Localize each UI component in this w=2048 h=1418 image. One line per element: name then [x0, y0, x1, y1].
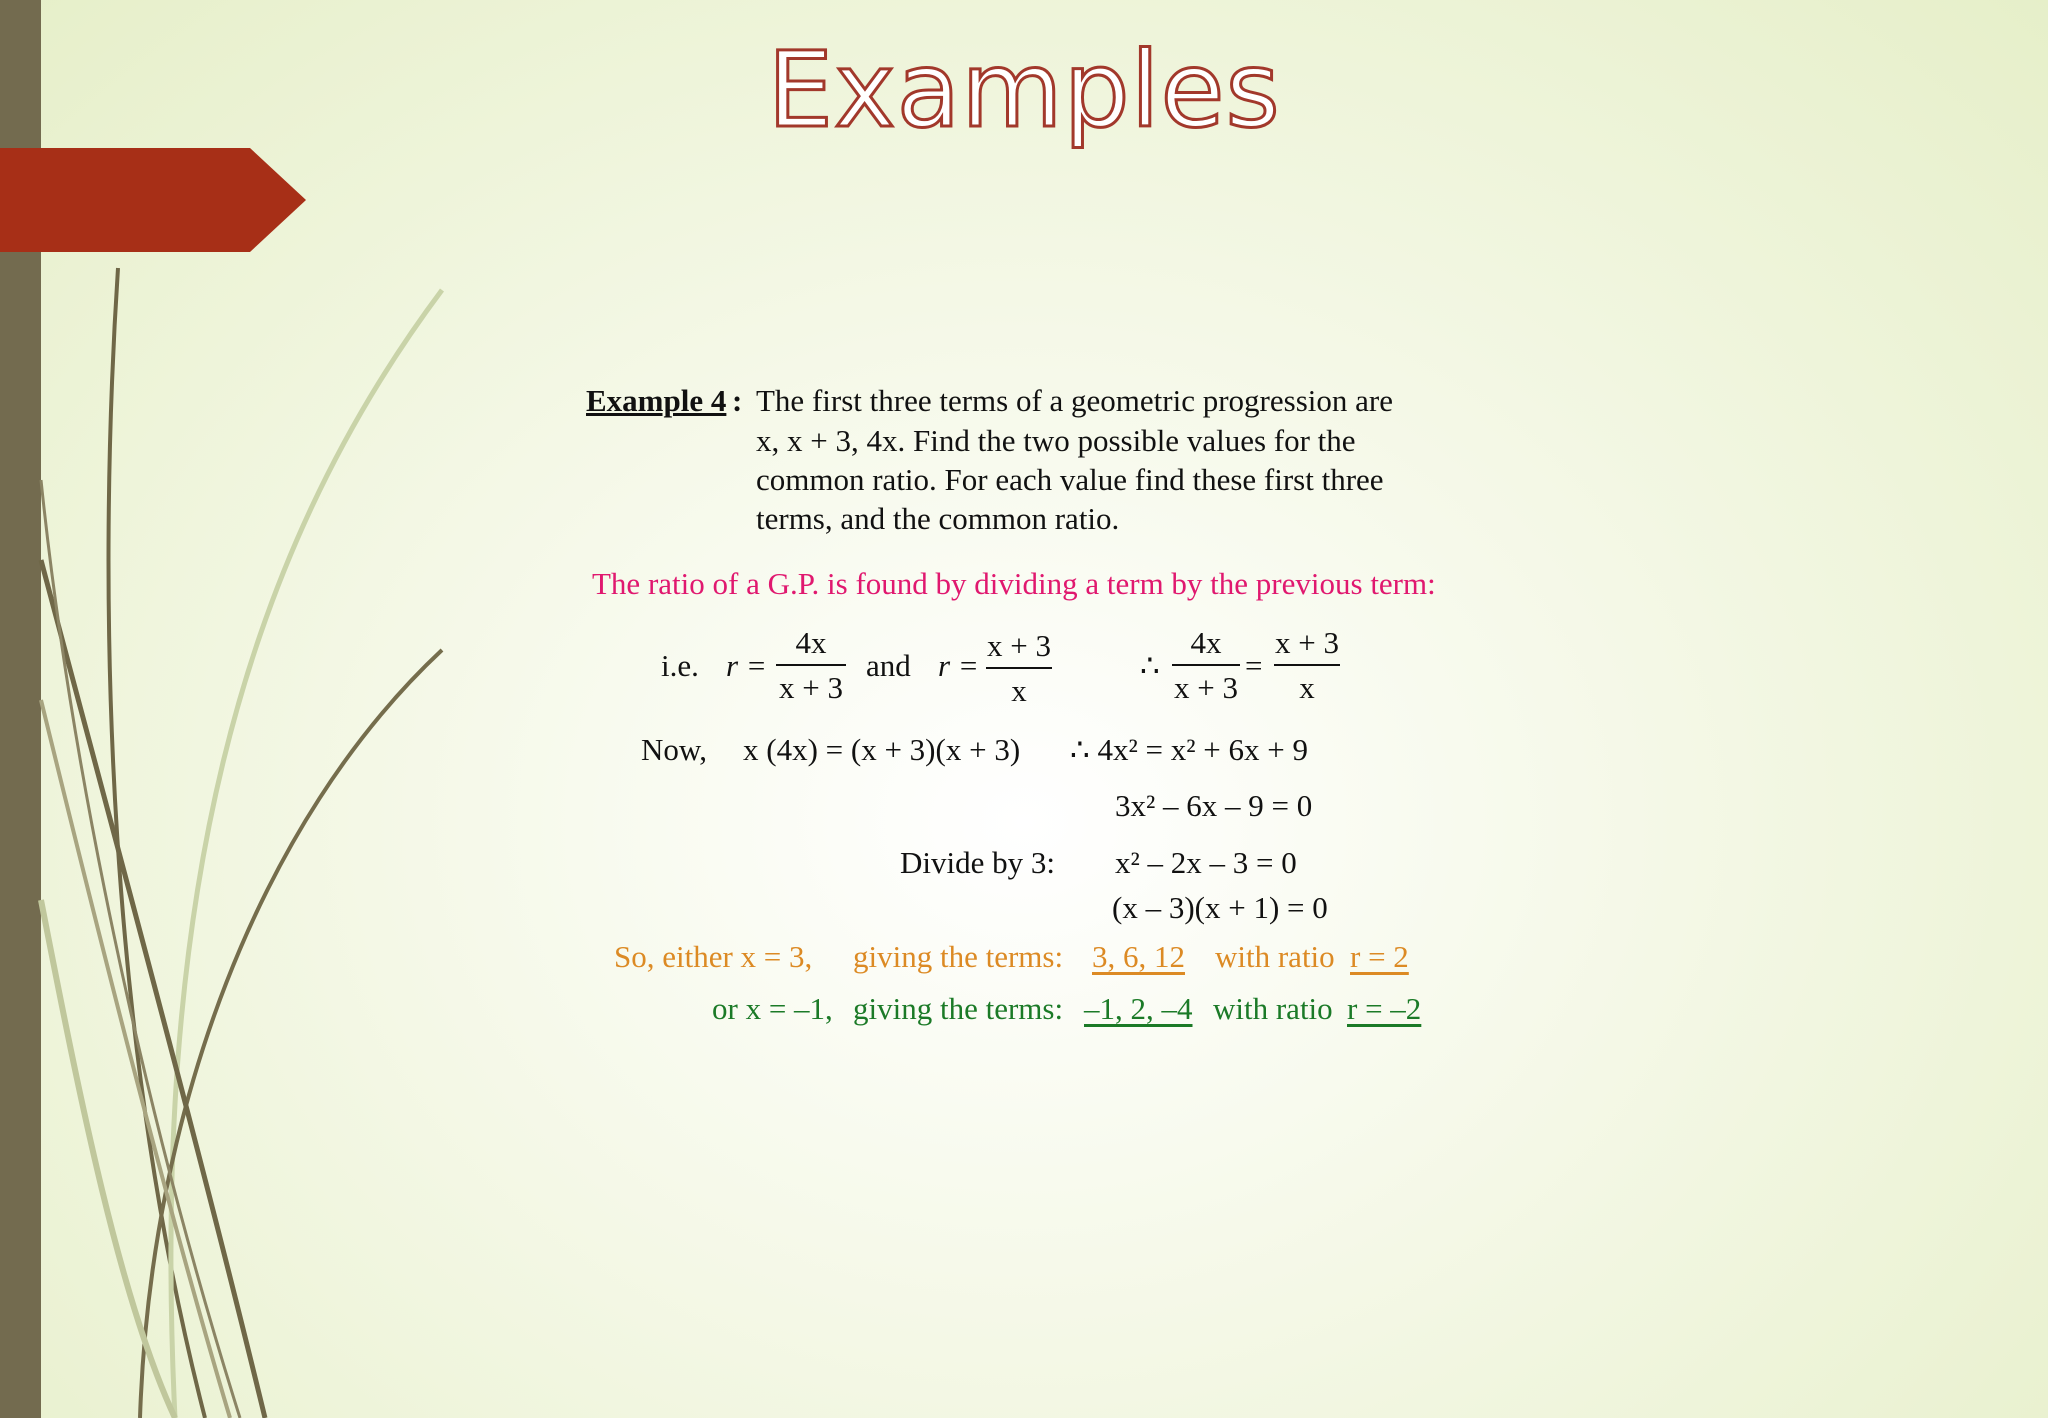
- r-equals-1: r =: [726, 648, 767, 683]
- fraction-2-numerator: x + 3: [987, 628, 1051, 663]
- now-equation: x (4x) = (x + 3)(x + 3): [743, 732, 1021, 767]
- fraction-3-denominator: x + 3: [1174, 670, 1238, 705]
- fraction-4-numerator: x + 3: [1275, 625, 1339, 660]
- fraction-1: [776, 627, 846, 703]
- red-arrow-tab: [0, 148, 306, 252]
- fraction-4-denominator: x: [1299, 670, 1315, 705]
- now-label: Now,: [641, 732, 708, 767]
- and-label: and: [866, 648, 911, 683]
- simplified-equation: x² – 2x – 3 = 0: [1115, 845, 1297, 880]
- example-colon: :: [732, 383, 743, 418]
- therefore-symbol-1: ∴: [1140, 648, 1160, 683]
- question-line-2: x, x + 3, 4x. Find the two possible values for the: [756, 423, 1356, 458]
- solution-2-ratio-label: with ratio: [1213, 991, 1333, 1026]
- solution-1-terms-label: giving the terms:: [853, 939, 1064, 974]
- solution-2-terms: –1, 2, –4: [1084, 991, 1193, 1026]
- solution-2-ratio: r = –2: [1347, 991, 1422, 1026]
- fraction-4: [1274, 627, 1340, 703]
- question-line-4: terms, and the common ratio.: [756, 501, 1120, 536]
- r-equals-2: r =: [938, 648, 979, 683]
- solution-2-terms-label: giving the terms:: [853, 991, 1064, 1026]
- divide-label: Divide by 3:: [900, 845, 1055, 880]
- quadratic-equation: 3x² – 6x – 9 = 0: [1115, 788, 1313, 823]
- fraction-1-denominator: x + 3: [779, 670, 843, 705]
- fraction-1-numerator: 4x: [795, 625, 827, 660]
- factored-equation: (x – 3)(x + 1) = 0: [1112, 890, 1328, 925]
- example-label: Example 4: [586, 383, 727, 418]
- solution-1-prefix: So, either x = 3,: [614, 939, 813, 974]
- expanded-equation: ∴ 4x² = x² + 6x + 9: [1070, 732, 1309, 767]
- question-line-3: common ratio. For each value find these first three: [756, 462, 1384, 497]
- solution-1-ratio-label: with ratio: [1215, 939, 1335, 974]
- fraction-3-numerator: 4x: [1190, 625, 1222, 660]
- solution-1-ratio: r = 2: [1350, 939, 1409, 974]
- fraction-2: [986, 630, 1052, 706]
- question-line-1: The first three terms of a geometric progression are: [756, 383, 1393, 418]
- slide-title: Examples: [767, 29, 1281, 151]
- solution-1-terms: 3, 6, 12: [1092, 939, 1185, 974]
- ie-label: i.e.: [661, 648, 699, 683]
- hint-text: The ratio of a G.P. is found by dividing a term by the previous term:: [592, 566, 1436, 601]
- fraction-3: [1172, 627, 1240, 703]
- fraction-2-denominator: x: [1011, 673, 1027, 708]
- equals-sign: =: [1245, 648, 1263, 683]
- solution-2-prefix: or x = –1,: [712, 991, 833, 1026]
